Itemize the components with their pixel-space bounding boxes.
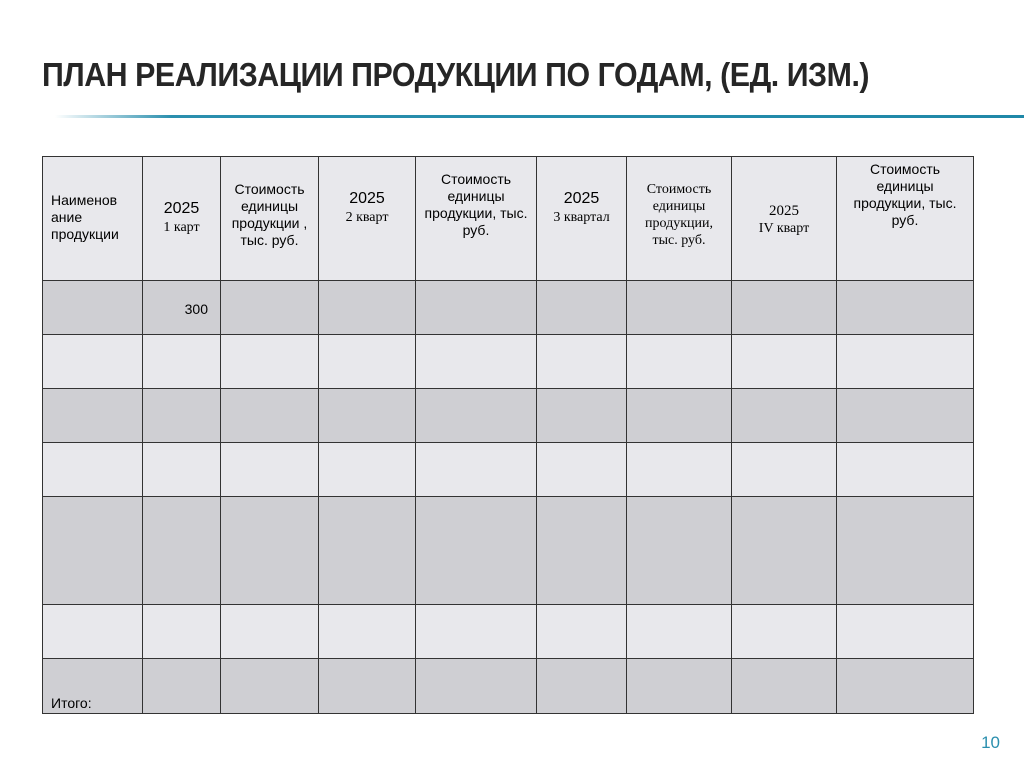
table-cell — [627, 443, 732, 497]
table-cell — [221, 281, 319, 335]
header-q2: 2025 2 кварт — [319, 157, 416, 281]
table-cell — [732, 281, 837, 335]
table-cell — [837, 335, 974, 389]
table-cell — [416, 497, 537, 605]
table-cell — [627, 497, 732, 605]
table-cell — [43, 335, 143, 389]
table-row — [43, 497, 974, 605]
table-cell — [143, 335, 221, 389]
table-row — [43, 389, 974, 443]
table-cell — [319, 605, 416, 659]
header-cost-2: Стоимость единицы продукции, тыс. руб. — [416, 157, 537, 281]
header-q3: 2025 3 квартал — [537, 157, 627, 281]
table-cell — [416, 389, 537, 443]
table-cell — [416, 443, 537, 497]
table-cell — [143, 497, 221, 605]
table-row — [43, 605, 974, 659]
header-q4: 2025 IV кварт — [732, 157, 837, 281]
table-cell — [319, 443, 416, 497]
table-row — [43, 443, 974, 497]
table-cell — [43, 281, 143, 335]
table-cell — [537, 605, 627, 659]
table-cell — [732, 659, 837, 714]
table-cell — [221, 443, 319, 497]
table-cell — [221, 605, 319, 659]
table-cell — [537, 443, 627, 497]
table-cell — [221, 659, 319, 714]
table-cell — [837, 389, 974, 443]
table-cell — [416, 335, 537, 389]
table-cell — [837, 443, 974, 497]
table-cell — [537, 335, 627, 389]
table-cell — [732, 443, 837, 497]
table-cell — [319, 335, 416, 389]
table-cell — [837, 605, 974, 659]
table-cell — [627, 605, 732, 659]
sales-plan-table — [42, 156, 974, 714]
table-row — [43, 335, 974, 389]
table-cell — [143, 443, 221, 497]
page-number: 10 — [981, 733, 1000, 752]
table-cell — [627, 335, 732, 389]
table-row — [43, 281, 974, 335]
title-underline — [55, 115, 1024, 118]
table-cell — [143, 659, 221, 714]
table-cell — [319, 389, 416, 443]
table-cell — [537, 497, 627, 605]
table-cell — [732, 497, 837, 605]
table-cell-value: 300 — [143, 281, 221, 335]
table-cell — [837, 497, 974, 605]
table-cell — [627, 389, 732, 443]
table-cell — [627, 659, 732, 714]
table-cell — [537, 659, 627, 714]
header-product-name: Наименов ание продукции — [43, 157, 143, 281]
table-cell — [416, 659, 537, 714]
table-cell — [319, 659, 416, 714]
table-cell — [319, 497, 416, 605]
header-cost-1: Стоимость единицы продукции , тыс. руб. — [221, 157, 319, 281]
table-cell — [221, 389, 319, 443]
table-cell — [43, 605, 143, 659]
table-cell — [837, 659, 974, 714]
header-row — [43, 157, 974, 281]
table-cell — [837, 281, 974, 335]
total-row — [43, 659, 974, 714]
table-cell — [221, 497, 319, 605]
table-cell — [732, 389, 837, 443]
table-cell — [732, 605, 837, 659]
table-cell — [143, 605, 221, 659]
table-cell — [43, 389, 143, 443]
table-cell — [537, 389, 627, 443]
header-cost-3: Стоимость единицы продукции, тыс. руб. — [627, 157, 732, 281]
table-cell — [143, 389, 221, 443]
table-cell — [43, 497, 143, 605]
table-cell — [221, 335, 319, 389]
header-cost-4: Стоимость единицы продукции, тыс. руб. — [837, 157, 974, 281]
table-cell — [416, 605, 537, 659]
header-q1: 2025 1 карт — [143, 157, 221, 281]
table-cell — [732, 335, 837, 389]
table-cell — [627, 281, 732, 335]
table-cell — [416, 281, 537, 335]
slide-title: ПЛАН РЕАЛИЗАЦИИ ПРОДУКЦИИ ПО ГОДАМ, (ЕД. ИЗМ.) — [42, 56, 870, 93]
total-label: Итого: — [43, 659, 143, 714]
table-cell — [43, 443, 143, 497]
table-cell — [537, 281, 627, 335]
table-cell — [319, 281, 416, 335]
